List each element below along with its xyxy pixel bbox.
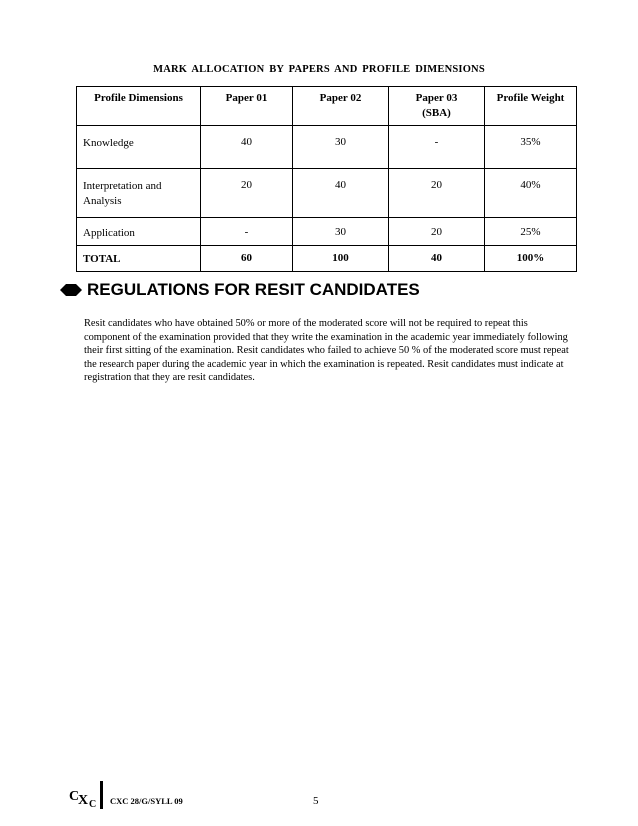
svg-text:C: C [69, 789, 80, 804]
table-total-row [77, 246, 577, 272]
cell-weight: 25% [485, 218, 577, 246]
cell-paper-01: 40 [201, 126, 293, 169]
table-row [77, 218, 577, 246]
row-label-line-1: Interpretation and [83, 180, 162, 192]
section-heading [60, 280, 420, 300]
cell-paper-02: 40 [293, 169, 389, 218]
header-paper-02: Paper 02 [293, 87, 389, 126]
total-paper-03: 40 [389, 246, 485, 272]
total-paper-02: 100 [293, 246, 389, 272]
cell-weight: 35% [485, 126, 577, 169]
footer-divider [100, 781, 103, 809]
header-profile-dimensions: Profile Dimensions [77, 87, 201, 126]
resit-paragraph: Resit candidates who have obtained 50% or more of the moderated score will not be required to repeat this component of the examination provided that they write the examination in the academic year immediately following their first sitting of the examination. Resit candidates who failed to achieve 50 % of the moderated score must repeat the research paper during the academic year in which the examination is repeated. Resit candidates must indicate at registration that they are resit candidates. [84, 318, 569, 384]
table-title: MARK ALLOCATION BY PAPERS AND PROFILE DIMENSIONS [153, 64, 485, 75]
svg-text:X: X [78, 793, 89, 808]
header-paper-03-sub: (SBA) [422, 107, 451, 119]
header-paper-03 [389, 87, 485, 126]
cell-paper-01: 20 [201, 169, 293, 218]
header-profile-weight: Profile Weight [485, 87, 577, 126]
cell-paper-03: 20 [389, 218, 485, 246]
page-number: 5 [313, 795, 319, 807]
cxc-logo-icon [68, 786, 104, 808]
svg-text:C: C [89, 799, 97, 808]
row-label: Application [77, 218, 201, 246]
total-label: TOTAL [77, 246, 201, 272]
table-row [77, 126, 577, 169]
row-label [77, 169, 201, 218]
cell-paper-01: - [201, 218, 293, 246]
cell-paper-03: - [389, 126, 485, 169]
cell-weight: 40% [485, 169, 577, 218]
table-header-row [77, 87, 577, 126]
cell-paper-03: 20 [389, 169, 485, 218]
cell-paper-02: 30 [293, 126, 389, 169]
section-heading-text: REGULATIONS FOR RESIT CANDIDATES [87, 280, 420, 299]
total-paper-01: 60 [201, 246, 293, 272]
header-paper-01: Paper 01 [201, 87, 293, 126]
row-label-line-2: Analysis [83, 195, 122, 207]
diamond-bullet-icon [60, 284, 82, 296]
header-paper-03-label: Paper 03 [415, 92, 458, 104]
row-label: Knowledge [77, 126, 201, 169]
table-row [77, 169, 577, 218]
footer-doc-code: CXC 28/G/SYLL 09 [110, 796, 183, 806]
cell-paper-02: 30 [293, 218, 389, 246]
total-weight: 100% [485, 246, 577, 272]
mark-allocation-table [76, 86, 577, 272]
